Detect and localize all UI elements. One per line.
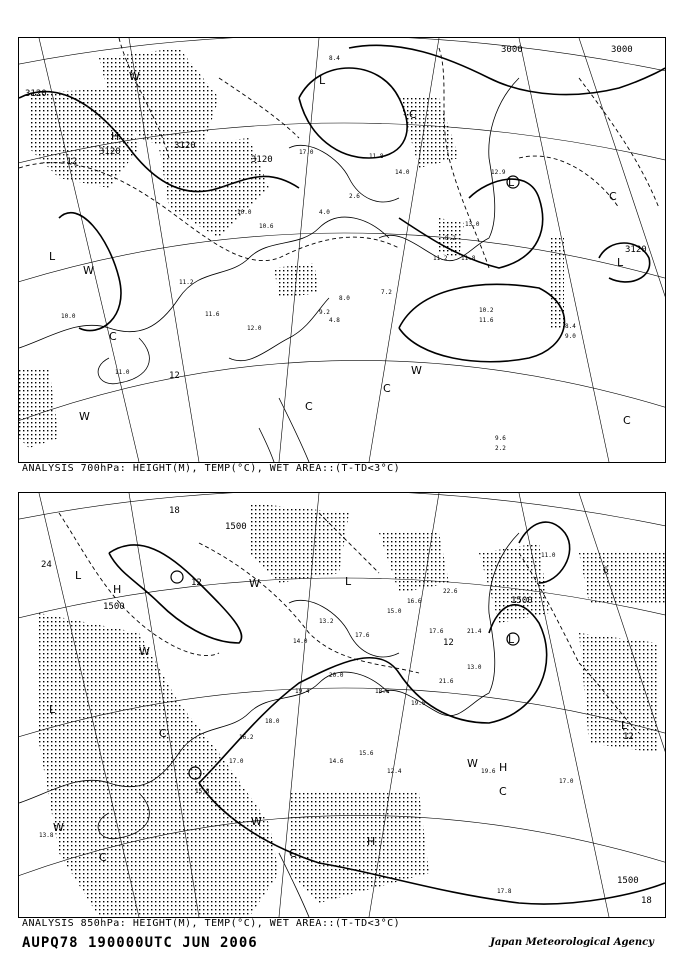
station-value: 12.9 [491, 169, 506, 176]
temperature-label: 12 [623, 732, 634, 742]
height-label: 1500 [617, 876, 639, 886]
station-value: 8.4 [329, 55, 340, 62]
station-value: 21.6 [439, 678, 454, 685]
station-value: 16.2 [239, 734, 254, 741]
station-value: 15.6 [359, 750, 374, 757]
station-value: 18.0 [265, 718, 280, 725]
station-value: 17.6 [355, 632, 370, 639]
chart-bulletin-id: AUPQ78 190000UTC JUN 2006 [22, 935, 258, 951]
system-label: W [467, 757, 478, 770]
system-label: L [508, 176, 515, 189]
system-label: W [251, 815, 262, 828]
station-value: 15.0 [387, 608, 402, 615]
station-value: 11.8 [461, 255, 476, 262]
height-label: 3120 [625, 245, 647, 255]
system-label: C [109, 330, 117, 343]
station-value: 10.2 [479, 307, 494, 314]
system-label: L [49, 703, 56, 716]
wet-area-shading [39, 503, 665, 917]
station-value: 9.2 [319, 309, 330, 316]
system-label: L [508, 633, 515, 646]
system-label: L [319, 74, 326, 87]
height-label: 3120 [174, 141, 196, 151]
agency-credit: Japan Meteorological Agency [490, 937, 654, 948]
temperature-label: 12 [443, 638, 454, 648]
station-value: 21.4 [467, 628, 482, 635]
station-value: 2.2 [495, 445, 506, 452]
station-value: 22.6 [443, 588, 458, 595]
system-label: W [411, 364, 422, 377]
system-label: L [75, 569, 82, 582]
station-value: 2.6 [349, 193, 360, 200]
station-value: 13.0 [467, 664, 482, 671]
system-label: C [159, 727, 167, 740]
station-value: 11.8 [369, 153, 384, 160]
map-panel-700hpa [18, 37, 666, 463]
temperature-label: 12 [191, 578, 202, 588]
station-value: 9.0 [565, 333, 576, 340]
system-label: W [249, 577, 260, 590]
map-850hpa-graphic [19, 493, 665, 917]
station-value: 11.2 [179, 279, 194, 286]
temperature-label: 12 [169, 371, 180, 381]
station-value: 19.6 [481, 768, 496, 775]
wet-area-shading [19, 48, 564, 448]
station-value: 10.0 [61, 313, 76, 320]
station-value: 20.0 [329, 672, 344, 679]
system-label: W [139, 645, 150, 658]
panel-caption-700hpa: ANALYSIS 700hPa: HEIGHT(M), TEMP(°C), WET AREA::(T-TD<3°C) [22, 463, 401, 474]
system-label: W [129, 70, 140, 83]
temperature-label: 24 [41, 560, 52, 570]
map-panel-850hpa [18, 492, 666, 918]
height-label: 1500 [511, 596, 533, 606]
height-label: 3120 [99, 147, 121, 157]
map-700hpa-graphic [19, 38, 665, 462]
station-value: 17.0 [559, 778, 574, 785]
station-value: 8.0 [339, 295, 350, 302]
temperature-label: -12 [61, 157, 78, 167]
system-label: L [621, 719, 628, 732]
station-value: 10.6 [259, 223, 274, 230]
station-value: 11.6 [205, 311, 220, 318]
system-label: C [383, 382, 391, 395]
panel-caption-850hpa: ANALYSIS 850hPa: HEIGHT(M), TEMP(°C), WET AREA::(T-TD<3°C) [22, 918, 401, 929]
station-value: 11.0 [541, 552, 556, 559]
station-value: 12.4 [387, 768, 402, 775]
height-label: 1500 [225, 522, 247, 532]
station-value: 8.4 [565, 323, 576, 330]
system-label: W [83, 264, 94, 277]
temperature-labels [61, 157, 180, 381]
system-label: H [499, 761, 508, 774]
system-label: C [409, 108, 417, 121]
station-value: 10.0 [237, 209, 252, 216]
station-value: 19.0 [411, 700, 426, 707]
station-value: 14.0 [395, 169, 410, 176]
temperature-label: 18 [169, 506, 180, 516]
station-value: 9.6 [495, 435, 506, 442]
system-label: C [499, 785, 507, 798]
system-center-markers [171, 571, 519, 779]
station-value: 11.2 [433, 255, 448, 262]
station-value: 13.8 [39, 832, 54, 839]
station-value: 18.6 [375, 688, 390, 695]
system-label: L [345, 575, 352, 588]
station-value: 16.6 [407, 598, 422, 605]
station-value: 14.6 [329, 758, 344, 765]
height-label: 3120 [25, 89, 47, 99]
system-label: C [609, 190, 617, 203]
height-label: 3000 [501, 45, 523, 55]
system-label: L [617, 256, 624, 269]
system-label: C [305, 400, 313, 413]
temperature-label: 6 [603, 566, 609, 576]
system-label: C [99, 851, 107, 864]
system-label: H [113, 583, 122, 596]
system-label: W [53, 821, 64, 834]
system-label: W [79, 410, 90, 423]
station-value: 11.6 [479, 317, 494, 324]
station-value: 17.8 [497, 888, 512, 895]
system-label: H [111, 130, 120, 143]
height-label: 3000 [611, 45, 633, 55]
system-label: H [367, 835, 376, 848]
height-label: 3120 [251, 155, 273, 165]
station-value: 4.8 [329, 317, 340, 324]
station-value: 14.0 [293, 638, 308, 645]
system-label: L [49, 250, 56, 263]
height-label: 1500 [103, 602, 125, 612]
station-value: 4.0 [319, 209, 330, 216]
station-value: 19.4 [295, 688, 310, 695]
system-label: C [623, 414, 631, 427]
station-value: 13.2 [319, 618, 334, 625]
station-value: 17.0 [229, 758, 244, 765]
station-value: 15.8 [195, 788, 210, 795]
temperature-label: 18 [641, 896, 652, 906]
station-value: 8.2 [445, 235, 456, 242]
station-value: 17.0 [299, 149, 314, 156]
station-value: 13.0 [465, 221, 480, 228]
station-value: 17.6 [429, 628, 444, 635]
station-value: 7.2 [381, 289, 392, 296]
system-label: C [289, 847, 297, 860]
station-value: 12.0 [247, 325, 262, 332]
station-value: 11.0 [115, 369, 130, 376]
